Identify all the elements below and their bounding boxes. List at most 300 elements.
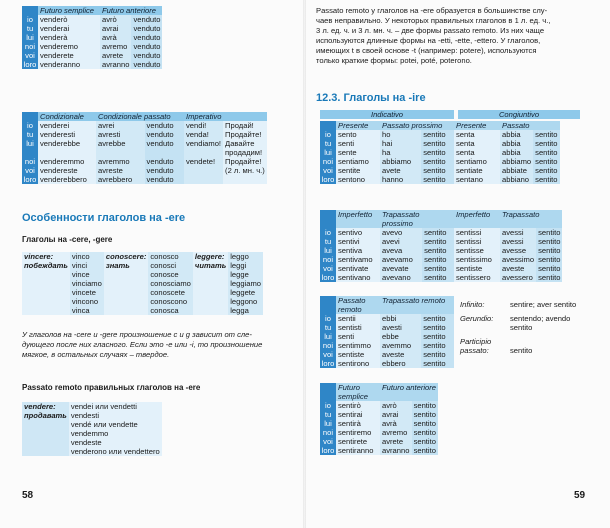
table-row xyxy=(320,419,438,428)
para-line: У глаголов на -cere и -gere произношение с и g зависит от сле- xyxy=(22,330,252,339)
section-title-ere: Особенности глаголов на -ere xyxy=(22,212,186,224)
form-value: sentendo; avendo sentito xyxy=(510,314,571,332)
pronoun-cell: tu xyxy=(324,323,332,332)
header-condizionale-passato: Condizionale passato xyxy=(98,112,171,121)
table-cell: ha xyxy=(382,148,391,157)
table-cell: abbia xyxy=(502,139,521,148)
header-passato-cong: Passato xyxy=(502,121,530,130)
table-cell: hai xyxy=(382,139,393,148)
ire-table-2 xyxy=(320,210,562,282)
table-cell: sentito xyxy=(535,139,558,148)
intro-line: чаев неправильно. У некоторых правильных глаголов в 1 л. ед. ч., xyxy=(316,16,551,25)
table-row xyxy=(320,228,562,237)
table-cell: senti xyxy=(338,139,355,148)
table-cell: avesti xyxy=(382,323,402,332)
table-row xyxy=(320,237,562,246)
table-row xyxy=(320,264,562,273)
table-cell: avremmo xyxy=(98,157,130,166)
table-row xyxy=(22,121,267,130)
table-cell: leggi xyxy=(230,261,247,270)
table-cell: sentito xyxy=(423,350,446,359)
table-cell: abbiate xyxy=(502,166,527,175)
pronoun-cell: noi xyxy=(322,428,334,437)
pronoun-cell: noi xyxy=(322,157,334,166)
table-row xyxy=(320,341,454,350)
table-cell: conosce xyxy=(150,270,179,279)
pronoun-cell: noi xyxy=(24,42,36,51)
table-cell: abbiamo xyxy=(502,157,532,166)
table-cell: venderesti xyxy=(40,130,76,139)
table-row xyxy=(320,166,560,175)
form-value: sentito xyxy=(510,346,533,355)
table-row xyxy=(320,401,438,410)
table-cell: abbia xyxy=(502,148,521,157)
table-cell: sentito xyxy=(423,139,446,148)
table-cell: avrebbero xyxy=(98,175,133,184)
table-row xyxy=(22,447,162,456)
table-cell: sentivo xyxy=(338,228,363,237)
table-cell: venduto xyxy=(133,60,161,69)
table-row xyxy=(320,255,562,264)
table-cell: venduto xyxy=(133,33,161,42)
form-label: Infinito: xyxy=(460,300,485,309)
table-cell: Продайте! xyxy=(225,157,262,166)
header-imperativo: Imperativo xyxy=(186,112,222,121)
table-cell: sentirete xyxy=(338,437,368,446)
table-row xyxy=(320,175,560,184)
table-cell: sentano xyxy=(456,175,484,184)
table-row xyxy=(22,130,267,139)
table-cell: venderemo xyxy=(40,42,78,51)
table-cell: Давайте xyxy=(225,139,255,148)
table-cell: avessi xyxy=(502,237,524,246)
header-trapassato-remoto: Trapassato remoto xyxy=(382,296,446,305)
pronoun-cell: побеждать xyxy=(24,261,68,270)
table-cell: sentisse xyxy=(456,246,484,255)
ire-table-1 xyxy=(320,121,560,184)
table-row xyxy=(22,288,263,297)
header-trapassato-prossimo: Trapassato prossimo xyxy=(382,210,420,228)
table-cell: sentisti xyxy=(338,323,362,332)
table-cell: читать xyxy=(194,261,227,270)
table-cell: sentiremo xyxy=(338,428,372,437)
table-cell: avrà xyxy=(102,33,117,42)
table-row xyxy=(320,410,438,419)
table-cell: sentirono xyxy=(338,359,370,368)
table-row xyxy=(320,446,438,455)
table-cell: avreste xyxy=(98,166,123,175)
table-cell: conosca xyxy=(150,306,179,315)
pronoun-cell: io xyxy=(27,15,33,24)
table-cell: sentito xyxy=(413,428,436,437)
table-cell: sentito xyxy=(535,166,558,175)
table-cell: sentito xyxy=(535,175,558,184)
table-cell: vendeste xyxy=(70,438,102,447)
table-cell: venderei xyxy=(40,121,70,130)
pronoun-cell: vincere: xyxy=(24,252,54,261)
pronoun-cell: lui xyxy=(324,419,332,428)
table-cell: conoscere: xyxy=(105,252,147,261)
table-row xyxy=(320,428,438,437)
table-cell: avevi xyxy=(382,237,400,246)
table-cell: sentito xyxy=(423,157,446,166)
table-cell: sentito xyxy=(423,332,446,341)
table-cell: sentiamo xyxy=(456,157,487,166)
table-cell: avresti xyxy=(98,130,121,139)
table-row xyxy=(320,246,562,255)
table-cell: sentito xyxy=(413,437,436,446)
mood-congiuntivo: Congiuntivo xyxy=(458,110,580,119)
pronoun-cell: lui xyxy=(26,33,34,42)
pronoun-cell: io xyxy=(325,314,331,323)
table-cell: hanno xyxy=(382,175,404,184)
table-row xyxy=(22,42,162,51)
pronoun-cell: vendere: xyxy=(24,402,56,411)
table-cell: sentono xyxy=(338,175,366,184)
pronoun-cell: voi xyxy=(25,51,35,60)
vendere-table xyxy=(22,402,162,456)
table-cell: avrei xyxy=(98,121,115,130)
table-cell: avesse xyxy=(502,246,527,255)
table-cell: sentito xyxy=(424,255,447,264)
table-cell: sentito xyxy=(538,237,561,246)
table-row xyxy=(320,332,454,341)
table-row xyxy=(22,420,162,429)
table-cell: vincete xyxy=(71,288,96,297)
table-cell: vendé или vendette xyxy=(70,420,138,429)
pronoun-cell: tu xyxy=(324,410,332,419)
table-cell: senta xyxy=(456,130,475,139)
pronoun-cell: noi xyxy=(322,341,334,350)
pronoun-cell: loro xyxy=(23,60,37,69)
table-row xyxy=(22,261,263,270)
table-row xyxy=(22,252,263,261)
table-cell: avevano xyxy=(382,273,411,282)
table-cell: conosco xyxy=(150,252,179,261)
para-line: мягкое, в остальных случаях – твердое. xyxy=(22,350,170,359)
table-cell: senti xyxy=(338,332,355,341)
table-cell: venduto xyxy=(146,130,174,139)
table-cell: avevamo xyxy=(382,255,413,264)
pronoun-cell: tu xyxy=(26,130,34,139)
table-cell: sentito xyxy=(535,157,558,166)
table-cell: venduto xyxy=(146,175,174,184)
table-row xyxy=(22,139,267,148)
table-cell: venderai xyxy=(40,24,70,33)
table-cell: vincono xyxy=(71,297,99,306)
passato-remoto-title: Passato remoto правильных глаголов на -ere xyxy=(22,383,201,392)
table-cell: venduto xyxy=(146,121,174,130)
table-row xyxy=(22,411,162,420)
pronoun-cell: voi xyxy=(25,166,35,175)
table-cell: avrà xyxy=(382,419,397,428)
table-cell: sentito xyxy=(424,273,447,282)
pronoun-cell: lui xyxy=(324,148,332,157)
left-page xyxy=(0,0,303,528)
table-cell: знать xyxy=(105,261,130,270)
table-cell: venderete xyxy=(40,51,74,60)
pronoun-cell: tu xyxy=(26,24,34,33)
table-cell: sentito xyxy=(424,246,447,255)
table-cell: sentito xyxy=(424,228,447,237)
table-cell: aveste xyxy=(502,264,525,273)
table-cell: senta xyxy=(456,148,475,157)
table-cell: venduto xyxy=(133,15,161,24)
table-row xyxy=(22,148,267,157)
intro-line: Passato remoto у глаголов на -ere образуется в большинстве слу- xyxy=(316,6,548,15)
table-cell: sentissi xyxy=(456,237,482,246)
table-cell: conoscono xyxy=(150,297,188,306)
table-cell: sentiva xyxy=(338,246,363,255)
table-cell: ebbe xyxy=(382,332,399,341)
table-cell: avrete xyxy=(382,437,404,446)
ire-table-4 xyxy=(320,383,438,455)
table-cell: sentivamo xyxy=(338,255,373,264)
table-row xyxy=(22,306,263,315)
table-cell: avrò xyxy=(382,401,397,410)
table-cell: venderebbero xyxy=(40,175,87,184)
table-cell: abbiano xyxy=(502,175,530,184)
table-cell: vinco xyxy=(71,252,90,261)
table-cell: avrai xyxy=(102,24,119,33)
table-cell: legga xyxy=(230,306,249,315)
table-row xyxy=(22,175,267,184)
table-cell: sentito xyxy=(413,419,436,428)
pronoun-cell: noi xyxy=(24,157,36,166)
table-cell: venderemmo xyxy=(40,157,85,166)
header-trapassato-cong: Trapassato xyxy=(502,210,540,219)
table-cell: avrebbe xyxy=(98,139,126,148)
header-futuro-anteriore: Futuro anteriore xyxy=(102,6,157,15)
header-imperfetto-cong: Imperfetto xyxy=(456,210,491,219)
table-cell: sentiranno xyxy=(338,446,374,455)
table-cell: venderono или vendettero xyxy=(70,447,160,456)
mood-indicativo: Indicativo xyxy=(320,110,454,119)
para-line: дующего после них гласного. Если это -е или -i, то произношение xyxy=(22,340,263,349)
table-row xyxy=(22,429,162,438)
table-cell: sentiate xyxy=(456,166,483,175)
section-title-ire: 12.3. Глаголы на -ire xyxy=(316,92,426,104)
table-row xyxy=(22,157,267,166)
table-cell: venderò xyxy=(40,15,68,24)
table-cell: senta xyxy=(456,139,475,148)
table-row xyxy=(320,437,438,446)
table-cell: aveva xyxy=(382,246,403,255)
table-cell: vendi! xyxy=(186,121,207,130)
pronoun-cell: loro xyxy=(321,273,335,282)
table-cell: conosci xyxy=(150,261,177,270)
table-cell: vendete! xyxy=(186,157,216,166)
table-cell: sentiste xyxy=(456,264,483,273)
condizionale-table xyxy=(22,112,267,184)
table-row xyxy=(320,323,454,332)
table-row xyxy=(320,130,560,139)
table-cell: sentito xyxy=(423,323,446,332)
table-cell: sentivate xyxy=(338,264,369,273)
table-cell: sentito xyxy=(423,341,446,350)
table-cell: avranno xyxy=(102,60,130,69)
table-cell: venderanno xyxy=(40,60,81,69)
table-row xyxy=(22,60,162,69)
table-cell: venderà xyxy=(40,33,68,42)
table-row xyxy=(22,51,162,60)
table-cell: abbiamo xyxy=(382,157,412,166)
table-cell: conoscete xyxy=(150,288,185,297)
table-row xyxy=(320,273,562,282)
pronoun-cell: lui xyxy=(324,246,332,255)
header-presente: Presente xyxy=(338,121,369,130)
table-cell: sentito xyxy=(538,228,561,237)
pronoun-cell: loro xyxy=(23,175,37,184)
table-cell: Продайте! xyxy=(225,130,262,139)
pronoun-cell: tu xyxy=(324,139,332,148)
table-cell: sentivi xyxy=(338,237,360,246)
table-row xyxy=(320,314,454,323)
table-cell: sentissi xyxy=(456,228,482,237)
pronoun-cell: noi xyxy=(322,255,334,264)
pronoun-cell: loro xyxy=(321,359,335,368)
table-cell: sentimmo xyxy=(338,341,371,350)
pronoun-cell: продавать xyxy=(24,411,67,420)
table-cell: sentito xyxy=(413,401,436,410)
table-cell: sentito xyxy=(423,130,446,139)
header-futuro-semplice: Futuro semplice xyxy=(40,6,95,15)
table-cell: sente xyxy=(338,148,357,157)
pronoun-cell: lui xyxy=(324,332,332,341)
table-cell: leggiamo xyxy=(230,279,262,288)
table-cell: (2 л. мн. ч.) xyxy=(225,166,265,175)
pronoun-cell: tu xyxy=(324,237,332,246)
table-cell: aveste xyxy=(382,350,405,359)
table-cell: sentito xyxy=(423,314,446,323)
table-cell: sento xyxy=(338,130,357,139)
table-cell: sentissimo xyxy=(456,255,492,264)
table-cell: ebbi xyxy=(382,314,397,323)
table-cell: vendemmo xyxy=(70,429,109,438)
table-cell: vendiamo! xyxy=(186,139,222,148)
table-cell: avessimo xyxy=(502,255,535,264)
table-cell: sentite xyxy=(338,166,361,175)
header-passato-remoto: Passato remoto xyxy=(338,296,366,314)
table-row xyxy=(320,350,454,359)
table-cell: venduto xyxy=(146,139,174,148)
page-number-right: 59 xyxy=(574,490,586,501)
table-cell: sentirà xyxy=(338,419,361,428)
pronoun-cell: voi xyxy=(323,166,333,175)
table-cell: sentito xyxy=(423,166,446,175)
table-cell: venda! xyxy=(186,130,209,139)
table-cell: Продай! xyxy=(225,121,254,130)
pronoun-cell: io xyxy=(325,401,331,410)
table-cell: vince xyxy=(71,270,90,279)
table-cell: vinciamo xyxy=(71,279,102,288)
table-cell: avessero xyxy=(502,273,533,282)
table-cell: venduto xyxy=(133,24,161,33)
intro-line: только краткие формы: potei, poté, poterono. xyxy=(316,56,472,65)
table-cell: sentivano xyxy=(338,273,371,282)
table-cell: avemmo xyxy=(382,341,412,350)
pronoun-cell: lui xyxy=(26,139,34,148)
header-futuro-anteriore-ire: Futuro anteriore xyxy=(382,383,437,392)
table-cell: venderebbe xyxy=(40,139,81,148)
table-cell: sentiste xyxy=(338,350,365,359)
table-cell: leggo xyxy=(230,252,249,261)
table-cell: avremo xyxy=(102,42,128,51)
table-cell: ho xyxy=(382,130,391,139)
pronoun-cell: loro xyxy=(321,175,335,184)
non-finite-forms xyxy=(458,300,598,355)
table-cell: legge xyxy=(230,270,249,279)
header-imperfetto: Imperfetto xyxy=(338,210,373,219)
table-cell: продадим! xyxy=(225,148,263,157)
table-cell: venduto xyxy=(146,157,174,166)
table-cell: sentito xyxy=(535,148,558,157)
futuro-table xyxy=(22,6,162,69)
table-row xyxy=(22,15,162,24)
table-cell: leggere: xyxy=(194,252,225,261)
pronoun-cell: loro xyxy=(321,446,335,455)
table-cell: ebbero xyxy=(382,359,406,368)
table-cell: vinca xyxy=(71,306,90,315)
table-cell: leggono xyxy=(230,297,258,306)
table-cell: conosciamo xyxy=(150,279,191,288)
table-row xyxy=(22,279,263,288)
header-condizionale: Condizionale xyxy=(40,112,84,121)
table-cell: avevate xyxy=(382,264,409,273)
table-cell: sentito xyxy=(423,148,446,157)
table-row xyxy=(22,33,162,42)
table-cell: vendesti xyxy=(70,411,100,420)
table-row xyxy=(22,166,267,175)
table-cell: sentito xyxy=(423,175,446,184)
right-page xyxy=(306,0,610,528)
table-cell: venduto xyxy=(146,166,174,175)
pronoun-cell: voi xyxy=(323,437,333,446)
table-cell: vinci xyxy=(71,261,88,270)
form-value: sentire; aver sentito xyxy=(510,300,577,309)
page-number-left: 58 xyxy=(22,490,34,501)
table-cell: sentito xyxy=(413,410,436,419)
pronoun-cell: io xyxy=(27,121,33,130)
table-cell: venduto xyxy=(133,42,161,51)
table-cell: venduto xyxy=(133,51,161,60)
table-cell: sentito xyxy=(538,255,561,264)
table-cell: avrete xyxy=(102,51,124,60)
header-passato-prossimo: Passato prossimo xyxy=(382,121,443,130)
ire-table-3 xyxy=(320,296,454,368)
pronoun-cell: io xyxy=(325,228,331,237)
table-row xyxy=(22,297,263,306)
table-cell: sentito xyxy=(424,264,447,273)
table-row xyxy=(22,438,162,447)
intro-line: 3 л. ед. ч. и 3 л. мн. ч. – две формы passato remoto. Из них чаще xyxy=(316,26,545,35)
table-cell: sentissero xyxy=(456,273,491,282)
form-label: Gerundio: xyxy=(460,314,494,323)
table-cell: avevo xyxy=(382,228,403,237)
table-row xyxy=(22,402,162,411)
subtitle-cere-gere: Глаголы на -cere, -gere xyxy=(22,235,113,244)
table-cell: abbia xyxy=(502,130,521,139)
header-futuro-semplice-ire: Futuro semplice xyxy=(338,383,368,401)
table-cell: sentiamo xyxy=(338,157,369,166)
table-cell: avessi xyxy=(502,228,524,237)
table-row xyxy=(320,157,560,166)
intro-line: имеющих t в своей основе -t (например: potere), используются xyxy=(316,46,537,55)
table-row xyxy=(320,359,454,368)
table-cell: sentito xyxy=(538,264,561,273)
pronoun-cell: voi xyxy=(323,350,333,359)
cere-gere-table xyxy=(22,252,263,315)
